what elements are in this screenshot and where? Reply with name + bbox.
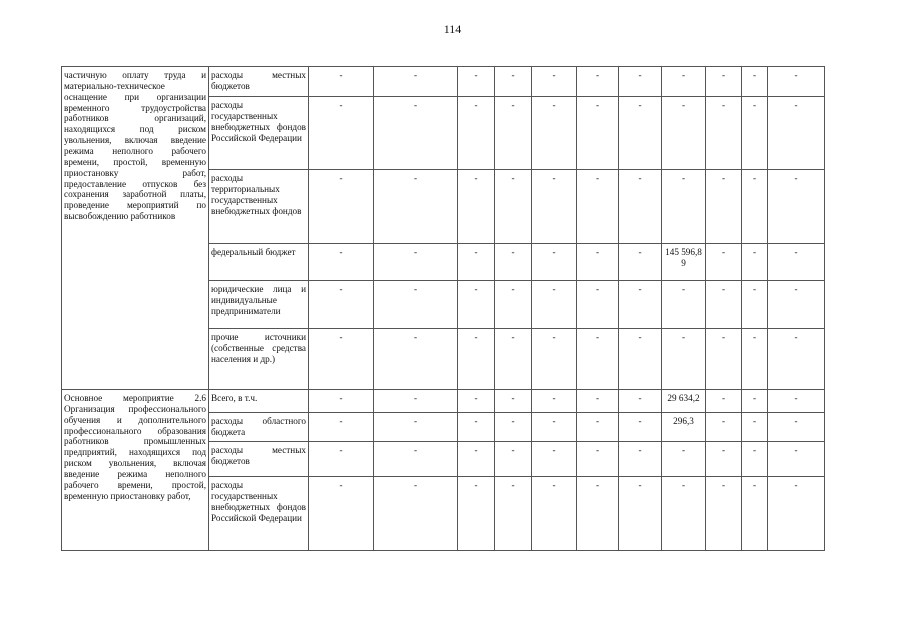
value-cell: - xyxy=(374,281,458,329)
value-cell: - xyxy=(742,67,768,97)
value-cell: - xyxy=(619,244,662,281)
value-cell: - xyxy=(458,97,495,170)
value-cell: - xyxy=(495,244,532,281)
value-cell: - xyxy=(768,170,825,244)
value-cell: - xyxy=(532,477,577,551)
funding-source-cell: расходы государственных внебюджетных фондов Российской Федерации xyxy=(209,97,309,170)
value-cell: - xyxy=(706,97,742,170)
value-cell: - xyxy=(768,390,825,413)
value-cell: - xyxy=(768,97,825,170)
value-cell: - xyxy=(532,329,577,390)
value-cell: - xyxy=(577,413,619,442)
value-cell: - xyxy=(495,170,532,244)
value-cell: - xyxy=(374,97,458,170)
value-cell: - xyxy=(662,67,706,97)
value-cell: - xyxy=(619,442,662,477)
value-cell: - xyxy=(768,281,825,329)
value-cell: - xyxy=(768,244,825,281)
value-cell: - xyxy=(374,67,458,97)
value-cell: - xyxy=(577,390,619,413)
value-cell: 29 634,2 xyxy=(662,390,706,413)
value-cell: - xyxy=(309,390,374,413)
funding-source-cell: Всего, в т.ч. xyxy=(209,390,309,413)
value-cell: - xyxy=(309,413,374,442)
value-cell: - xyxy=(619,67,662,97)
measure-cell: частичную оплату труда и материально-техническое оснащение при организации временного трудоустройства работников организаций, находящихся под риском увольнения, включая введение режима неполного рабочего времени, простой, временную приостановку работ, предоставление отпусков без сохранения заработной платы, проведение мероприятий по высвобождению работников xyxy=(62,67,209,390)
value-cell: - xyxy=(768,413,825,442)
value-cell: - xyxy=(374,170,458,244)
value-cell: - xyxy=(458,244,495,281)
value-cell: - xyxy=(577,67,619,97)
value-cell: - xyxy=(458,67,495,97)
value-cell: - xyxy=(458,413,495,442)
value-cell: - xyxy=(309,329,374,390)
value-cell: - xyxy=(619,329,662,390)
value-cell: - xyxy=(532,442,577,477)
value-cell: - xyxy=(742,413,768,442)
value-cell: - xyxy=(577,442,619,477)
value-cell: - xyxy=(458,477,495,551)
value-cell: - xyxy=(532,413,577,442)
value-cell: - xyxy=(706,390,742,413)
value-cell: - xyxy=(619,413,662,442)
value-cell: - xyxy=(458,170,495,244)
value-cell: - xyxy=(309,281,374,329)
funding-source-cell: расходы местных бюджетов xyxy=(209,67,309,97)
value-cell: - xyxy=(495,390,532,413)
value-cell: - xyxy=(309,244,374,281)
value-cell: - xyxy=(495,477,532,551)
funding-source-cell: расходы территориальных государственных внебюджетных фондов xyxy=(209,170,309,244)
value-cell: - xyxy=(495,97,532,170)
value-cell: - xyxy=(532,97,577,170)
value-cell: - xyxy=(662,170,706,244)
value-cell: - xyxy=(374,390,458,413)
funding-source-cell: прочие источники (собственные средства населения и др.) xyxy=(209,329,309,390)
value-cell: - xyxy=(742,170,768,244)
value-cell: - xyxy=(458,442,495,477)
value-cell: - xyxy=(532,281,577,329)
value-cell: - xyxy=(619,477,662,551)
value-cell: - xyxy=(619,390,662,413)
value-cell: - xyxy=(374,413,458,442)
value-cell: - xyxy=(495,329,532,390)
value-cell: 145 596,8 9 xyxy=(662,244,706,281)
page-number: 114 xyxy=(443,22,462,36)
funding-source-cell: расходы местных бюджетов xyxy=(209,442,309,477)
value-cell: - xyxy=(374,329,458,390)
value-cell: - xyxy=(495,281,532,329)
value-cell: - xyxy=(577,329,619,390)
value-cell: - xyxy=(374,442,458,477)
value-cell: - xyxy=(706,413,742,442)
value-cell: - xyxy=(706,281,742,329)
value-cell: - xyxy=(742,244,768,281)
budget-table xyxy=(61,66,825,551)
funding-source-cell: расходы областного бюджета xyxy=(209,413,309,442)
value-cell: - xyxy=(577,281,619,329)
value-cell: - xyxy=(706,67,742,97)
value-cell: - xyxy=(662,281,706,329)
value-cell: - xyxy=(742,281,768,329)
value-cell: - xyxy=(662,97,706,170)
funding-source-cell: расходы государственных внебюджетных фондов Российской Федерации xyxy=(209,477,309,551)
value-cell: - xyxy=(742,390,768,413)
value-cell: - xyxy=(458,281,495,329)
value-cell: - xyxy=(706,170,742,244)
value-cell: - xyxy=(619,281,662,329)
value-cell: - xyxy=(768,477,825,551)
value-cell: - xyxy=(532,244,577,281)
value-cell: - xyxy=(742,97,768,170)
value-cell: - xyxy=(662,329,706,390)
value-cell: - xyxy=(374,244,458,281)
value-cell: - xyxy=(458,329,495,390)
table-row xyxy=(62,390,825,413)
value-cell: - xyxy=(577,244,619,281)
value-cell: - xyxy=(309,67,374,97)
value-cell: - xyxy=(662,442,706,477)
value-cell: - xyxy=(577,97,619,170)
value-cell: - xyxy=(706,244,742,281)
value-cell: - xyxy=(706,477,742,551)
value-cell: - xyxy=(309,442,374,477)
value-cell: - xyxy=(532,170,577,244)
measure-cell: Основное мероприятие 2.6 Организация профессионального обучения и дополнительного профессионального образования работников промышленных предприятий, находящихся под риском увольнения, включая введение режима неполного рабочего времени, простой, временную приостановку работ, xyxy=(62,390,209,551)
value-cell: - xyxy=(532,67,577,97)
value-cell: - xyxy=(662,477,706,551)
value-cell: - xyxy=(619,97,662,170)
value-cell: - xyxy=(532,390,577,413)
value-cell: - xyxy=(495,67,532,97)
value-cell: - xyxy=(309,170,374,244)
value-cell: - xyxy=(768,442,825,477)
value-cell: - xyxy=(768,329,825,390)
value-cell: - xyxy=(619,170,662,244)
value-cell: 296,3 xyxy=(662,413,706,442)
value-cell: - xyxy=(742,442,768,477)
value-cell: - xyxy=(742,329,768,390)
value-cell: - xyxy=(309,97,374,170)
value-cell: - xyxy=(742,477,768,551)
value-cell: - xyxy=(577,477,619,551)
value-cell: - xyxy=(706,329,742,390)
value-cell: - xyxy=(458,390,495,413)
value-cell: - xyxy=(495,442,532,477)
value-cell: - xyxy=(577,170,619,244)
value-cell: - xyxy=(309,477,374,551)
value-cell: - xyxy=(768,67,825,97)
value-cell: - xyxy=(706,442,742,477)
value-cell: - xyxy=(495,413,532,442)
funding-source-cell: юридические лица и индивидуальные предприниматели xyxy=(209,281,309,329)
funding-source-cell: федеральный бюджет xyxy=(209,244,309,281)
table-row xyxy=(62,67,825,97)
budget-table-body xyxy=(62,67,825,551)
value-cell: - xyxy=(374,477,458,551)
